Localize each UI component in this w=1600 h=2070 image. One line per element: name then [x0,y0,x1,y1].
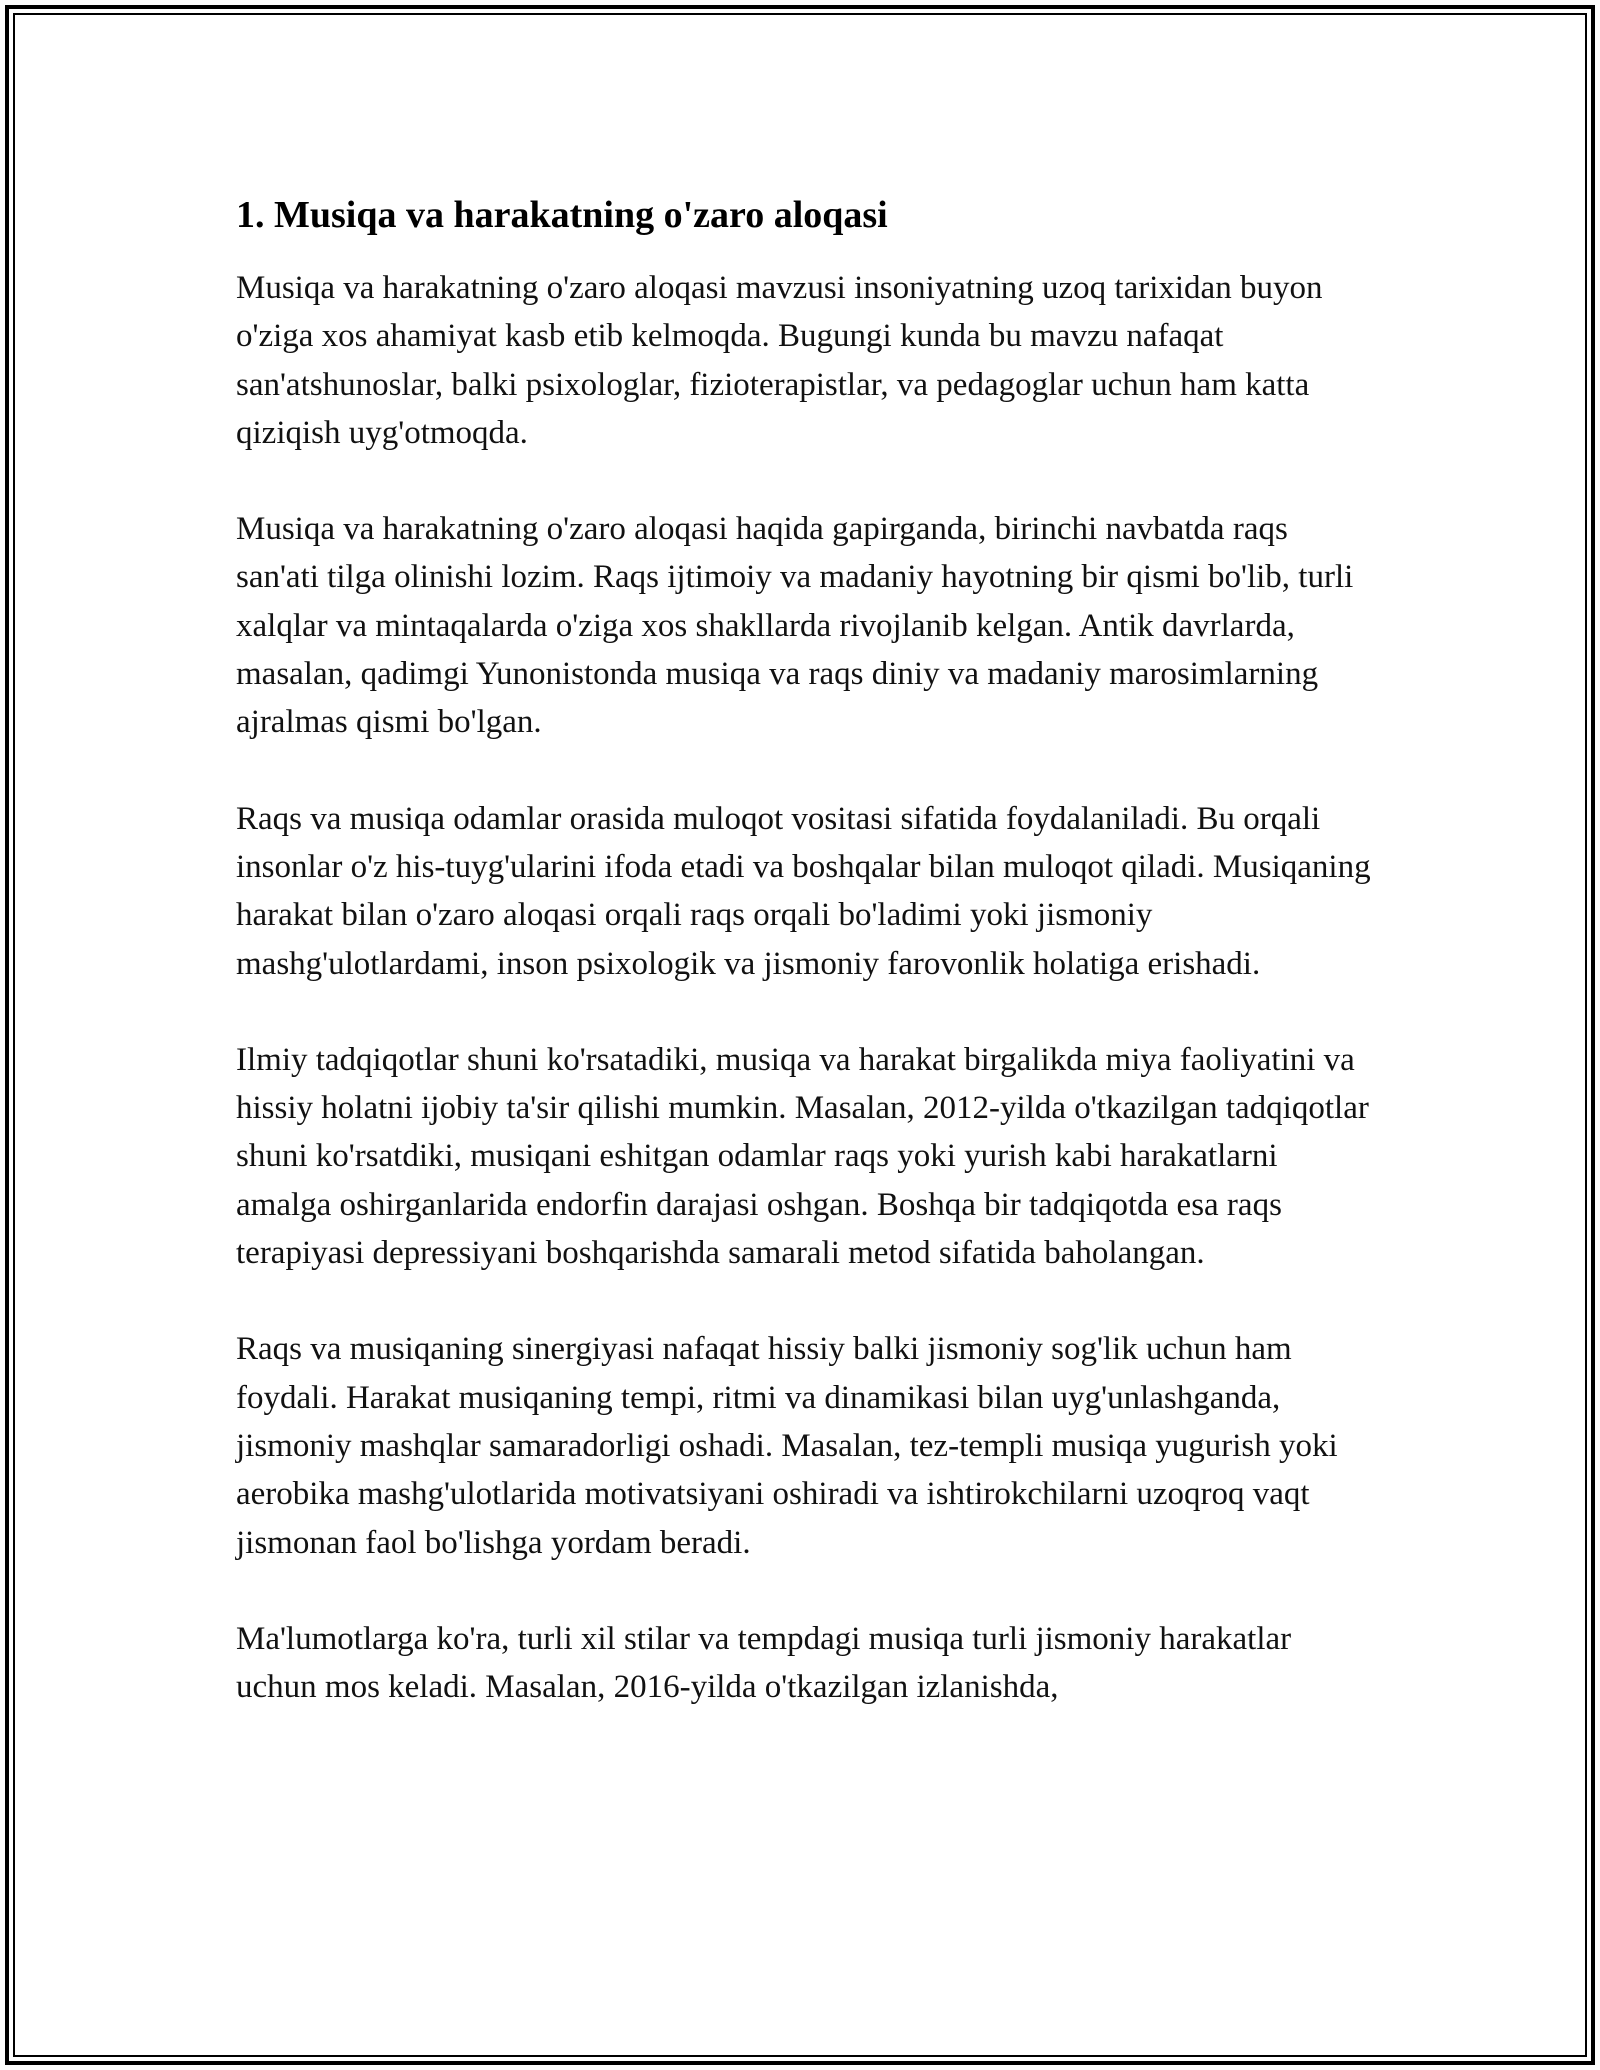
paragraph-2: Musiqa va harakatning o'zaro aloqasi haqida gapirganda, birinchi navbatda raqs san'ati tilga olinishi lozim. Raqs ijtimoiy va madaniy hayotning bir qismi bo'lib, turli xalqlar va mintaqalarda o'ziga xos shakllarda rivojlanib kelgan. Antik davrlarda, masalan, qadimgi Yunonistonda musiqa va raqs diniy va madaniy marosimlarning ajralmas qismi bo'lgan. [236,511,1354,741]
paragraph-6: Ma'lumotlarga ko'ra, turli xil stilar va tempdagi musiqa turli jismoniy harakatlar uchun mos keladi. Masalan, 2016-yilda o'tkazilgan izlanishda, [236,1620,1292,1706]
document-body [236,184,1376,1759]
paragraph-4: Ilmiy tadqiqotlar shuni ko'rsatadiki, musiqa va harakat birgalikda miya faoliyatini va hissiy holatni ijobiy ta'sir qilishi mumkin. Masalan, 2012-yilda o'tkazilgan tadqiqotlar shuni ko'rsatdiki, musiqani eshitgan odamlar raqs yoki yurish kabi harakatlarni amalga oshirganlarida endorfin darajasi oshgan. Boshqa bir tadqiqotda esa raqs terapiyasi depressiyani boshqarishda samarali metod sifatida baholangan. [236,1041,1369,1272]
section-heading: 1. Musiqa va harakatning o'zaro aloqasi [236,194,888,236]
paragraph-5: Raqs va musiqaning sinergiyasi nafaqat hissiy balki jismoniy sog'lik uchun ham foydali. Harakat musiqaning tempi, ritmi va dinamikasi bilan uyg'unlashganda, jismoniy mashqlar samaradorligi oshadi. Masalan, tez-templi musiqa yugurish yoki aerobika mashg'ulotlarida motivatsiyani oshiradi va ishtirokchilarni uzoqroq vaqt jismonan faol bo'lishga yordam beradi. [236,1331,1338,1561]
paragraph-3: Raqs va musiqa odamlar orasida muloqot vositasi sifatida foydalaniladi. Bu orqali insonlar o'z his-tuyg'ularini ifoda etadi va boshqalar bilan muloqot qiladi. Musiqaning harakat bilan o'zaro aloqasi orqali raqs orqali bo'ladimi yoki jismoniy mashg'ulotlardami, inson psixologik va jismoniy farovonlik holatiga erishadi. [236,800,1371,982]
paragraph-1: Musiqa va harakatning o'zaro aloqasi mavzusi insoniyatning uzoq tarixidan buyon o'ziga xos ahamiyat kasb etib kelmoqda. Bugungi kunda bu mavzu nafaqat san'atshunoslar, balki psixologlar, fizioterapistlar, va pedagoglar uchun ham katta qiziqish uyg'otmoqda. [236,270,1323,451]
